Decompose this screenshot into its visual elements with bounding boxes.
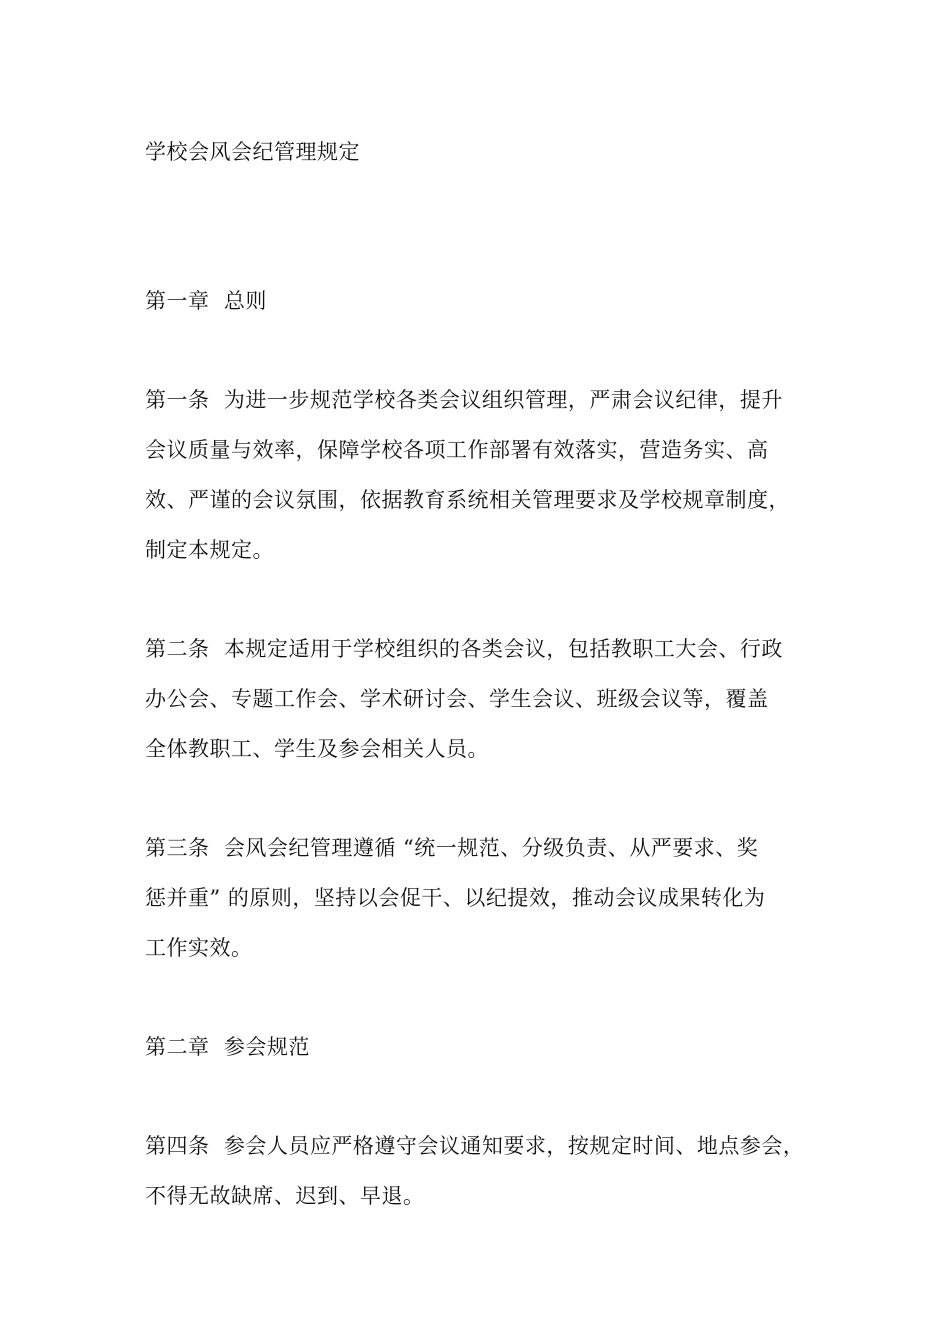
article-4-line-2: 不得无故缺席、迟到、早退。 [145,1184,425,1208]
article-1-line-3: 效、严谨的会议氛围，依据教育系统相关管理要求及学校规章制度， [145,488,790,512]
chapter-2-heading: 第二章 参会规范 [145,1035,310,1059]
article-2-line-1: 第二条 本规定适用于学校组织的各类会议，包括教职工大会、行政 [145,637,783,661]
article-3-line-3: 工作实效。 [145,936,253,960]
article-1-line-2: 会议质量与效率，保障学校各项工作部署有效落实，营造务实、高 [145,438,769,462]
article-1-line-1: 第一条 为进一步规范学校各类会议组织管理，严肃会议纪律，提升 [145,388,783,412]
article-2-line-2: 办公会、专题工作会、学术研讨会、学生会议、班级会议等，覆盖 [145,687,769,711]
article-4-line-1: 第四条 参会人员应严格遵守会议通知要求，按规定时间、地点参会， [145,1134,805,1158]
article-3-line-2: 惩并重” 的原则，坚持以会促干、以纪提效，推动会议成果转化为 [145,886,766,910]
article-3-line-1: 第三条 会风会纪管理遵循 “统一规范、分级负责、从严要求、奖 [145,836,759,860]
chapter-1-heading: 第一章 总则 [145,289,267,313]
article-1-line-4: 制定本规定。 [145,538,274,562]
article-2-line-3: 全体教职工、学生及参会相关人员。 [145,737,489,761]
document-title: 学校会风会纪管理规定 [145,140,360,164]
